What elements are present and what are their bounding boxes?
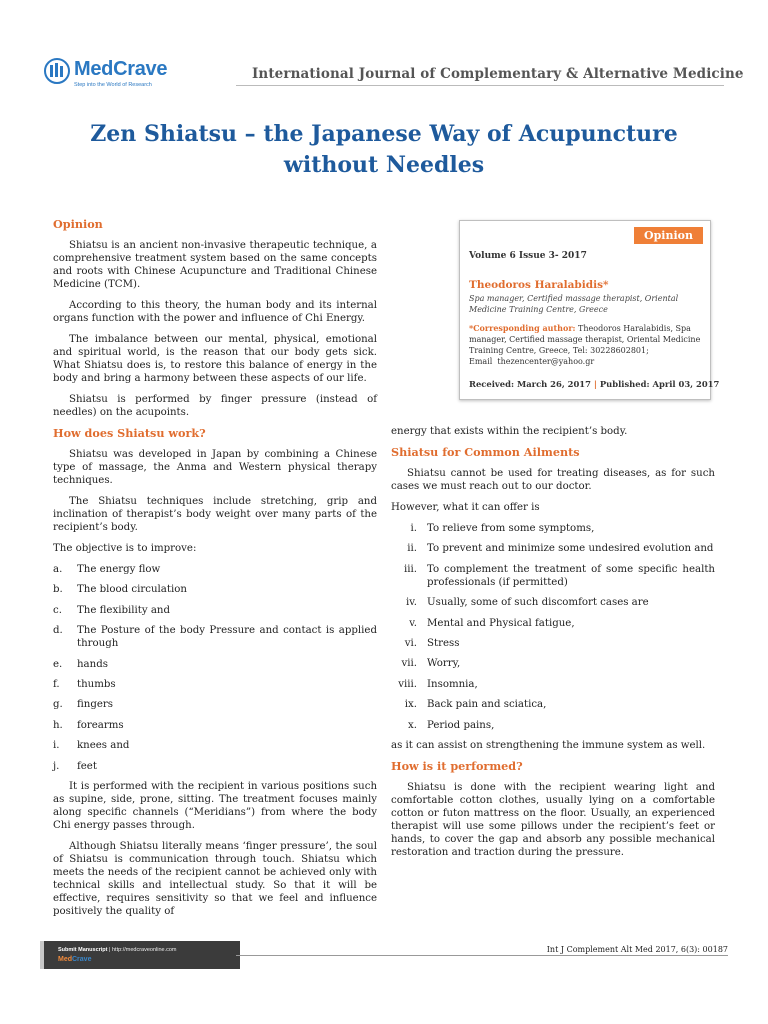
- article-info-box: [459, 220, 720, 400]
- list-text: Back pain and sciatica,: [427, 699, 547, 711]
- list-marker: viii.: [398, 678, 417, 690]
- list-text: forearms: [77, 719, 124, 731]
- list-item: [391, 522, 715, 535]
- list-marker: i.: [53, 740, 60, 752]
- paragraph: Shiatsu is done with the recipient wearing light and comfortable cotton clothes, usually lying on a comfortable cotton or futon mattress on the floor. Usually, an experienced therapist will use some pillows under the recipient’s feet or hands, to cover the gap and absorb any possible mechanical restoration and traction during the pressure.: [391, 781, 715, 858]
- list-item: [53, 760, 377, 773]
- list-text: Stress: [427, 637, 460, 649]
- list-item: [53, 739, 377, 752]
- ailments-heading: Shiatsu for Common Ailments: [391, 445, 580, 459]
- list-marker: vi.: [404, 637, 417, 649]
- list-marker: ii.: [407, 543, 417, 555]
- opinion-heading: Opinion: [53, 217, 103, 231]
- list-item: [391, 542, 715, 555]
- list-marker: f.: [53, 678, 60, 690]
- list-text: To prevent and minimize some undesired evolution and: [427, 543, 714, 555]
- paragraph: The objective is to improve:: [53, 543, 197, 554]
- list-marker: j.: [53, 760, 60, 772]
- logo-name: MedCrave: [74, 58, 168, 80]
- list-marker: d.: [53, 625, 63, 637]
- list-text: To relieve from some symptoms,: [427, 523, 595, 534]
- corresponding-label: *Corresponding author:: [469, 323, 576, 333]
- published-date: Published: April 03, 2017: [599, 379, 720, 389]
- list-item: [391, 657, 715, 670]
- author-affiliation: Spa manager, Certified massage therapist, Oriental Medicine Training Centre, Greece: [469, 294, 679, 314]
- paragraph: It is performed with the recipient in various positions such as supine, side, prone, sitting. The treatment focuses mainly along specific channels (“Meridians”) from where the body Chi energy passes through.: [53, 780, 377, 831]
- list-marker: iii.: [403, 563, 417, 575]
- corresponding-author: [469, 323, 705, 367]
- list-item: [53, 583, 377, 596]
- list-item: [391, 719, 715, 732]
- right-column: [391, 425, 715, 867]
- list-text: hands: [77, 658, 108, 670]
- list-item: [391, 596, 715, 609]
- list-text: The Posture of the body Pressure and contact is applied through: [77, 625, 377, 650]
- list-text: To complement the treatment of some specific health professionals (if permitted): [427, 563, 715, 588]
- list-marker: b.: [53, 584, 63, 596]
- list-text: feet: [77, 760, 97, 772]
- page-header: [0, 0, 768, 100]
- list-text: The flexibility and: [77, 604, 170, 616]
- paragraph: Although Shiatsu literally means ‘finger pressure’, the soul of Shiatsu is communication through touch. Shiatsu which meets the needs of the recipient cannot be achieved only with technical skills and intellectual study. So that it will be effective, requires sensitivity so that we feel and influence positively the quality of: [53, 840, 377, 917]
- performed-heading: How is it performed?: [391, 758, 523, 773]
- list-item: [53, 698, 377, 711]
- list-marker: ix.: [404, 699, 417, 711]
- received-date: Received: March 26, 2017: [469, 379, 591, 389]
- footer-logo-crave: Crave: [72, 956, 92, 963]
- list-item: [53, 678, 377, 691]
- footer-logo: [58, 956, 91, 963]
- list-marker: i.: [410, 523, 417, 534]
- paragraph: Shiatsu is performed by finger pressure (instead of needles) on the acupoints.: [53, 394, 377, 418]
- email-link[interactable]: thezencenter@yahoo.gr: [497, 357, 595, 366]
- list-item: [391, 617, 715, 630]
- list-text: thumbs: [77, 678, 116, 690]
- list-item: [391, 563, 715, 589]
- paragraph: as it can assist on strengthening the immune system as well.: [391, 739, 706, 751]
- list-marker: iv.: [405, 597, 417, 609]
- submit-manuscript-banner[interactable]: [40, 941, 240, 969]
- header-rule: [236, 85, 724, 86]
- paragraph: The imbalance between our mental, physical, emotional and spiritual world, is the reason that our body gets sick. What Shiatsu does is, to restore this balance of energy in the body and bring a harmony between these aspects of our life.: [53, 334, 377, 384]
- list-item: [391, 698, 715, 711]
- list-marker: g.: [53, 699, 63, 711]
- footer-logo-med: Med: [58, 956, 72, 963]
- paragraph: energy that exists within the recipient’s body.: [391, 426, 628, 437]
- list-marker: a.: [53, 564, 63, 575]
- article-title: Zen Shiatsu – the Japanese Way of Acupuncture without Needles: [90, 121, 678, 178]
- journal-name: International Journal of Complementary & Alternative Medicine: [252, 66, 744, 82]
- benefits-list: [391, 522, 715, 732]
- logo-tagline: Step into the World of Research: [74, 82, 152, 88]
- medcrave-logo: [44, 58, 168, 88]
- list-text: Worry,: [427, 658, 461, 670]
- list-text: fingers: [77, 699, 114, 711]
- submit-url: | http://medcraveonline.com: [107, 947, 177, 953]
- paragraph: However, what it can offer is: [391, 502, 540, 513]
- paragraph: Shiatsu was developed in Japan by combining a Chinese type of massage, the Anma and Western physical therapy techniques.: [53, 449, 377, 486]
- email-label: Email: [469, 357, 493, 366]
- article-type-badge: Opinion: [634, 227, 703, 244]
- list-marker: v.: [409, 617, 417, 629]
- footer-rule: [236, 955, 728, 956]
- citation: Int J Complement Alt Med 2017, 6(3): 00187: [546, 945, 728, 954]
- list-item: [53, 719, 377, 732]
- list-marker: vii.: [401, 658, 417, 670]
- date-separator: |: [590, 379, 600, 389]
- left-column: [53, 218, 377, 926]
- volume-issue: Volume 6 Issue 3- 2017: [469, 251, 587, 261]
- article-dates: [469, 379, 719, 389]
- list-text: Mental and Physical fatigue,: [427, 617, 575, 629]
- list-text: The energy flow: [77, 564, 161, 575]
- corresponding-text: Theodoros Haralabidis, Spa manager, Certified massage therapist, Oriental Medicine Training Centre, Greece, Tel: 30228602801;: [469, 324, 701, 355]
- list-item: [391, 678, 715, 691]
- list-marker: e.: [53, 658, 63, 670]
- objective-list: [53, 563, 377, 773]
- paragraph: Shiatsu is an ancient non-invasive therapeutic technique, a comprehensive treatment system based on the same concepts and roots with Chinese Acupuncture and Traditional Chinese Medicine (TCM).: [53, 240, 377, 290]
- paragraph: The Shiatsu techniques include stretching, grip and inclination of therapist’s body weight over many parts of the recipient’s body.: [53, 496, 377, 533]
- list-text: Insomnia,: [427, 678, 478, 690]
- medcrave-logo-icon: [44, 58, 70, 84]
- author-name: Theodoros Haralabidis*: [469, 279, 609, 291]
- list-item: [391, 637, 715, 650]
- list-marker: h.: [53, 719, 63, 731]
- list-item: [53, 624, 377, 650]
- list-text: Usually, some of such discomfort cases are: [427, 597, 649, 609]
- list-marker: c.: [53, 604, 62, 616]
- list-text: knees and: [77, 740, 130, 752]
- list-item: [53, 563, 377, 576]
- list-text: Period pains,: [427, 719, 495, 731]
- list-item: [53, 658, 377, 671]
- how-heading: How does Shiatsu work?: [53, 426, 206, 440]
- submit-manuscript-text: [58, 947, 177, 953]
- list-item: [53, 604, 377, 617]
- list-marker: x.: [408, 719, 417, 731]
- paragraph: Shiatsu cannot be used for treating diseases, as for such cases we must reach out to our doctor.: [391, 468, 715, 492]
- paragraph: According to this theory, the human body and its internal organs function with the power and influence of Chi Energy.: [53, 300, 377, 324]
- submit-label: Submit Manuscript: [58, 947, 108, 953]
- list-text: The blood circulation: [77, 584, 187, 596]
